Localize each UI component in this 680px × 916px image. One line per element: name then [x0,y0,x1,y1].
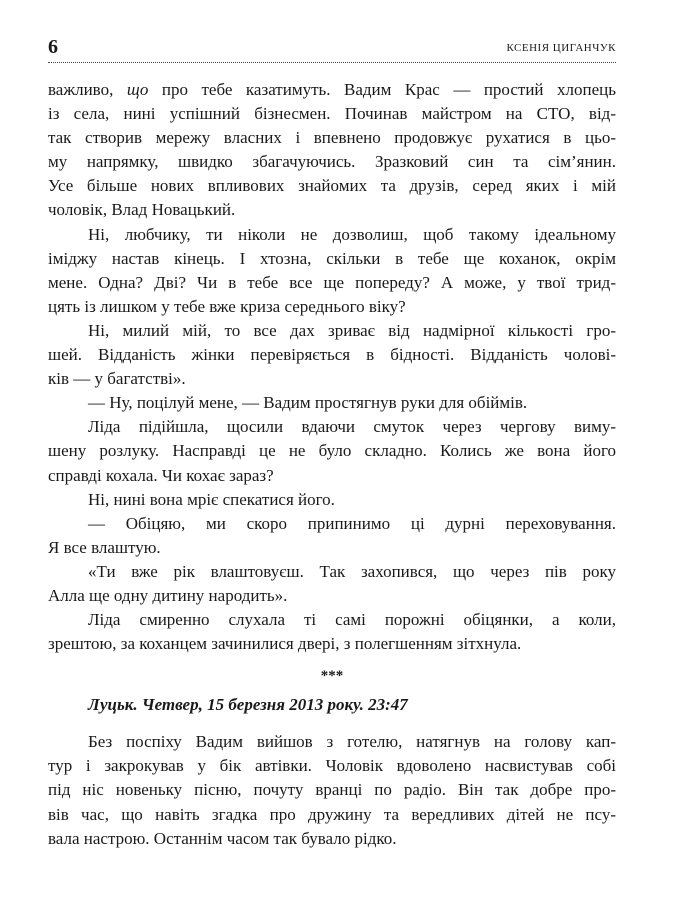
text-line: Усе більше нових впливових знайомих та друзів, серед яких і мій [48,176,616,196]
text-line: вів час, що навіть згадка про дружину та вередливих дітей не псу- [48,804,616,824]
text-line: шей. Відданість жінки перевіряється в бідності. Відданість чолові- [48,345,616,365]
paragraph [48,608,616,656]
paragraph [48,512,616,560]
text-line: Ні, милий мій, то все дах зриває від надмірної кількості гро- [88,320,616,340]
text-line: зрештою, за коханцем зачинилися двері, з полегшенням зітхнула. [48,634,522,654]
text-line: шену розлуку. Насправді це не було складно. Колись же вона його [48,441,616,461]
section-dateline: Луцьк. Четвер, 15 березня 2013 року. 23:47 [88,695,408,715]
text-line: Ліда підійшла, щосили вдаючи смуток через чергову виму- [88,417,616,437]
running-head-author: КСЕНІЯ ЦИГАНЧУК [506,42,616,54]
text-line: іміджу настав кінець. І хтозна, скільки в тебе ще коханок, окрім [48,248,616,268]
text-line: Без поспіху Вадим вийшов з готелю, натягнув на голову кап- [88,732,616,752]
text-line: Ні, любчику, ти ніколи не дозволиш, щоб такому ідеальному [88,224,616,244]
text-line: Алла ще одну дитину народить». [48,585,288,605]
text-line: му напрямку, швидко збагачуючись. Зразковий син та сім’янин. [48,152,616,172]
text-line: важливо, що про тебе казатимуть. Вадим Крас — простий хлопець [48,80,616,99]
paragraph [48,78,616,223]
text-line: Ліда смиренно слухала ті самі порожні обіцянки, а коли, [88,610,616,630]
text-line: цять із лишком у тебе вже криза середнього віку? [48,296,406,316]
text-line: Ні, нині вона мріє спекатися його. [88,489,335,509]
paragraph [48,391,616,415]
page-number: 6 [48,36,58,58]
text-line: ків — у багатстві». [48,369,186,389]
text-line: під ніс новеньку пісню, почуту вранці по радіо. Він так добре про- [48,780,616,800]
paragraph [48,560,616,608]
text-line: так створив мережу власних і впевнено продовжує рухатися в цьо- [48,128,616,148]
text-line: чоловік, Влад Новацький. [48,200,236,220]
text-line: вала настрою. Останнім часом так бувало рідко. [48,828,397,848]
text-line: справді кохала. Чи кохає зараз? [48,465,274,485]
page-header [48,38,616,63]
text-line: Я все влаштую. [48,537,161,557]
paragraph [48,488,616,512]
text-line: тур і закрокував у бік автівки. Чоловік вдоволено насвистував собі [48,756,616,776]
section-separator: *** [320,668,344,685]
emphasis: що [126,80,149,99]
page-body [48,78,616,851]
text-line: мене. Одна? Дві? Чи в тебе все ще попереду? А може, у твої трид- [48,272,616,292]
text-line: «Ти вже рік влаштовуєш. Так захопився, що через пів року [88,561,616,581]
text-line: із села, нині успішний бізнесмен. Починав майстром на СТО, від- [48,104,616,124]
paragraph [48,223,616,319]
text-line: — Ну, поцілуй мене, — Вадим простягнув руки для обіймів. [88,393,528,413]
paragraph [48,415,616,487]
text-line: — Обіцяю, ми скоро припинимо ці дурні переховування. [88,513,616,533]
paragraph [48,319,616,391]
paragraph [48,730,616,850]
